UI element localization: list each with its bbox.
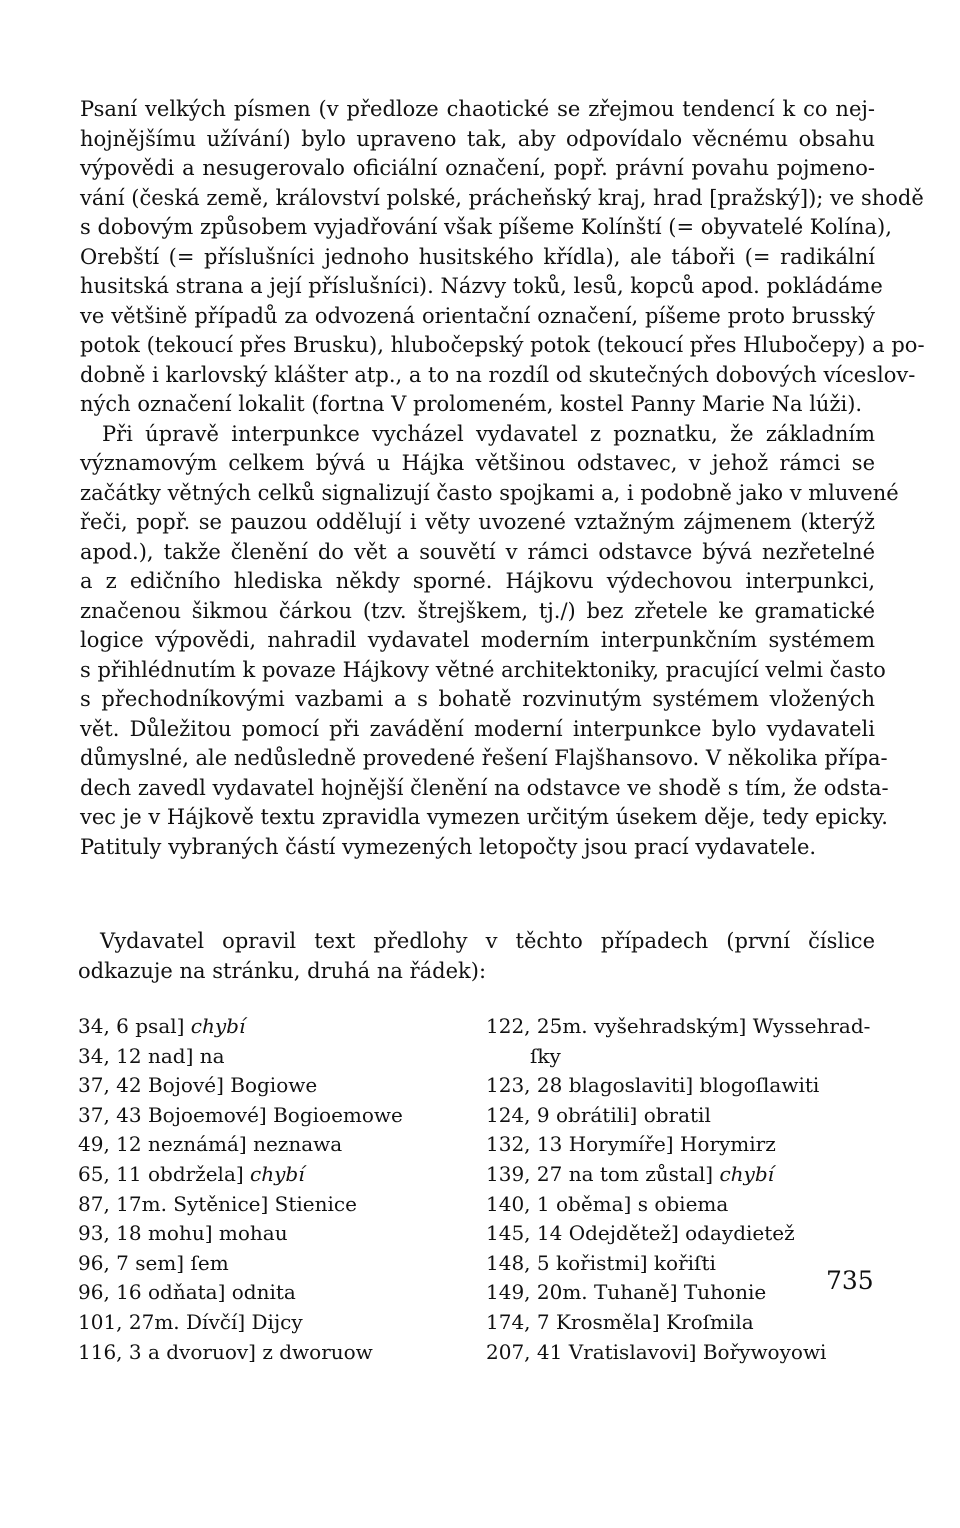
correction-original: Bořywoyowi: [702, 1339, 827, 1364]
correction-reference: 34, 12 nad]: [78, 1043, 200, 1068]
correction-entry: [78, 1219, 418, 1249]
correction-reference: 37, 42 Bojové]: [78, 1073, 231, 1098]
correction-original: na: [199, 1043, 225, 1068]
text-line: hojnějšímu užívání) bylo upraveno tak, aby odpovídalo věcnému obsahu: [80, 126, 875, 151]
correction-original: odaydietež: [685, 1221, 795, 1246]
correction-reference: 65, 11 obdržela]: [78, 1161, 251, 1186]
correction-original: Kroſmila: [666, 1309, 754, 1334]
correction-original: chybí: [190, 1014, 246, 1038]
correction-original: Wyssehrad-: [752, 1014, 871, 1038]
correction-reference: 37, 43 Bojoemové]: [78, 1102, 274, 1127]
correction-original: Horymirz: [679, 1132, 776, 1157]
correction-original: kořiſti: [653, 1250, 716, 1275]
text-line: s přihlédnutím k povaze Hájkovy větné architektoniky, pracující velmi často: [80, 657, 886, 682]
corrections-list-right: [486, 1012, 876, 1367]
correction-original: Stienice: [274, 1191, 357, 1216]
correction-entry: [78, 1278, 418, 1308]
page-number: 735: [826, 1266, 874, 1295]
correction-original: odnita: [231, 1280, 296, 1305]
correction-entry: [486, 1042, 876, 1072]
correction-reference: 174, 7 Krosměla]: [486, 1309, 667, 1334]
correction-entry: [486, 1190, 876, 1220]
text-line: odkazuje na stránku, druhá na řádek):: [78, 959, 487, 983]
correction-reference: 96, 7 sem]: [78, 1250, 191, 1275]
correction-entry: [78, 1338, 418, 1368]
text-line: husitská strana a její příslušníci). Názvy toků, lesů, kopců apod. pokládáme: [80, 274, 883, 298]
paragraph-punctuation: [80, 420, 899, 863]
correction-entry: [78, 1308, 418, 1338]
correction-entry: [78, 1101, 418, 1131]
correction-entry: [486, 1219, 876, 1249]
correction-reference: 116, 3 a dvoruov]: [78, 1339, 263, 1364]
correction-original: z dworuow: [262, 1339, 373, 1364]
correction-reference: 132, 13 Horymíře]: [486, 1132, 680, 1157]
text-line: s přechodníkovými vazbami a s bohatě rozvinutým systémem vložených: [80, 687, 875, 711]
correction-reference: 87, 17m. Sytěnice]: [78, 1191, 275, 1216]
text-line: Vydavatel opravil text předlohy v těchto případech (první číslice: [100, 929, 875, 953]
correction-entry: [486, 1160, 876, 1190]
correction-entry: [486, 1012, 876, 1042]
correction-original: blogoſlawiti: [699, 1073, 820, 1098]
text-line: a z edičního hlediska někdy sporné. Hájkovu výdechovou interpunkci,: [80, 569, 875, 593]
main-text: [80, 95, 925, 862]
text-line: ných označení lokalit (fortna V prolomeném, kostel Panny Marie Na lúži).: [80, 392, 863, 416]
correction-entry: [78, 1249, 418, 1279]
text-line: dech zavedl vydavatel hojnější členění na odstavce ve shodě s tím, že odsta-: [80, 775, 889, 800]
correction-reference: 96, 16 odňata]: [78, 1280, 232, 1305]
text-line: dobně i karlovský klášter atp., a to na rozdíl od skutečných dobových víceslov-: [80, 362, 916, 387]
text-line: logice výpovědi, nahradil vydavatel moderním interpunkčním systémem: [80, 628, 875, 652]
text-line: Psaní velkých písmen (v předloze chaotické se zřejmou tendencí k co nej-: [80, 97, 875, 121]
correction-reference: 34, 6 psal]: [78, 1014, 191, 1038]
correction-entry: [78, 1012, 418, 1042]
correction-entry: [486, 1101, 876, 1131]
correction-original: Tuhonie: [683, 1280, 767, 1305]
text-line: výpovědi a nesugerovalo oficiální označení, popř. právní povahu pojmeno-: [80, 156, 875, 180]
text-line: řeči, popř. se pauzou oddělují i věty uvozené vztažným zájmenem (kterýž: [80, 510, 875, 534]
correction-reference: 124, 9 obrátili]: [486, 1102, 644, 1127]
text-line: značenou šikmou čárkou (tzv. štrejškem, tj./) bez zřetele ke gramatické: [80, 598, 875, 623]
correction-entry: [486, 1308, 876, 1338]
correction-original: chybí: [250, 1161, 305, 1186]
correction-reference: 49, 12 neznámá]: [78, 1132, 254, 1157]
text-line: začátky větných celků signalizují často spojkami a, i podobně jako v mluvené: [80, 480, 899, 505]
text-line: potok (tekoucí přes Brusku), hlubočepský potok (tekoucí přes Hlubočepy) a po-: [80, 333, 925, 357]
correction-original: ſem: [190, 1250, 229, 1275]
correction-original: neznawa: [253, 1132, 343, 1157]
correction-reference: 149, 20m. Tuhaně]: [486, 1280, 684, 1305]
correction-entry: [78, 1042, 418, 1072]
correction-original: obratil: [643, 1102, 711, 1127]
corrections-list-left: [78, 1012, 418, 1367]
correction-entry: [486, 1338, 876, 1368]
correction-reference: 101, 27m. Dívčí]: [78, 1309, 252, 1334]
text-line: důmyslné, ale nedůsledně provedené řešení Flajšhansovo. V několika přípa-: [80, 746, 888, 770]
text-line: vání (česká země, království polské, prácheňský kraj, hrad [pražský]); ve shodě: [80, 185, 924, 210]
correction-entry: [486, 1278, 876, 1308]
correction-reference: 93, 18 mohu]: [78, 1221, 219, 1246]
text-line: apod.), takže členění do vět a souvětí v rámci odstavce bývá nezřetelné: [80, 539, 875, 564]
correction-reference: 140, 1 oběma]: [486, 1191, 638, 1216]
correction-reference: 123, 28 blagoslaviti]: [486, 1073, 700, 1098]
text-line: významovým celkem bývá u Hájka většinou odstavec, v jehož rámci se: [80, 451, 875, 475]
correction-original: s obiema: [637, 1191, 729, 1216]
correction-reference: 139, 27 na tom zůstal]: [486, 1161, 720, 1186]
correction-original: ſky: [530, 1043, 561, 1068]
text-line: ve většině případů za odvozená orientační označení, píšeme proto brusský: [80, 303, 875, 328]
correction-original: Bogiowe: [230, 1073, 318, 1098]
corrections-intro: [78, 926, 875, 986]
correction-reference: 145, 14 Odejdětež]: [486, 1221, 686, 1246]
correction-entry: [486, 1249, 876, 1279]
correction-entry: [486, 1071, 876, 1101]
text-line: Orebští (= příslušníci jednoho husitského křídla), ale táboři (= radikální: [80, 244, 875, 269]
text-line: s dobovým způsobem vyjadřování však píšeme Kolínští (= obyvatelé Kolína),: [80, 215, 892, 239]
correction-original: Bogioemowe: [273, 1102, 403, 1127]
text-line: Při úpravě interpunkce vycházel vydavatel z poznatku, že základním: [102, 421, 875, 446]
paragraph-capitalization: [80, 95, 925, 420]
correction-reference: 207, 41 Vratislavovi]: [486, 1339, 703, 1364]
correction-original: mohau: [218, 1221, 288, 1246]
correction-entry: [78, 1130, 418, 1160]
text-line: vec je v Hájkově textu zpravidla vymezen určitým úsekem děje, tedy epicky.: [80, 805, 888, 829]
correction-original: Dijcy: [251, 1309, 303, 1334]
text-line: Patituly vybraných částí vymezených letopočty jsou prací vydavatele.: [80, 834, 817, 859]
correction-entry: [486, 1130, 876, 1160]
correction-entry: [78, 1160, 418, 1190]
text-line: vět. Důležitou pomocí při zavádění moderní interpunkce bylo vydavateli: [80, 716, 875, 741]
correction-entry: [78, 1190, 418, 1220]
correction-original: chybí: [719, 1161, 775, 1186]
correction-entry: [78, 1071, 418, 1101]
correction-reference: 148, 5 kořistmi]: [486, 1250, 654, 1275]
correction-reference: 122, 25m. vyšehradským]: [486, 1014, 753, 1038]
